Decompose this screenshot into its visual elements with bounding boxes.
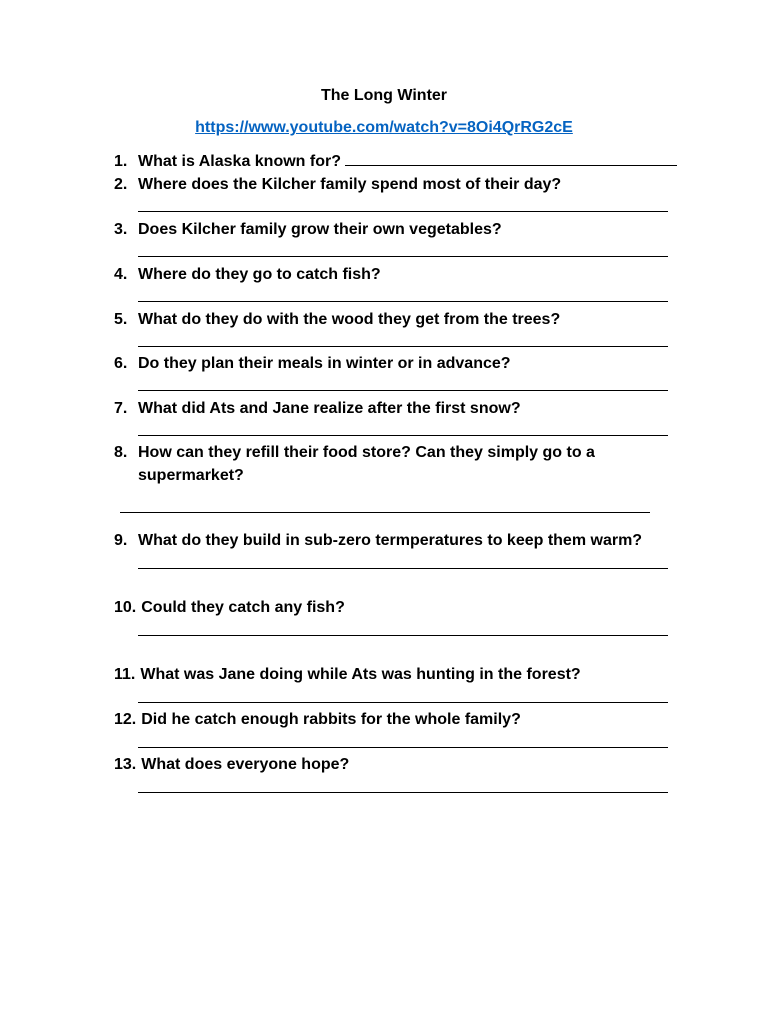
question-text: What did Ats and Jane realize after the first snow? xyxy=(138,400,521,417)
question-7 xyxy=(114,397,521,420)
question-10 xyxy=(114,596,345,619)
question-text: Where does the Kilcher family spend most of their day? xyxy=(138,176,562,193)
question-text: What do they build in sub-zero termperatures to keep them warm? xyxy=(138,532,643,549)
question-4 xyxy=(114,263,381,286)
question-number: 7. xyxy=(114,400,128,417)
question-text: Do they plan their meals in winter or in advance? xyxy=(138,355,511,372)
answer-line-10[interactable] xyxy=(138,635,668,636)
question-12 xyxy=(114,708,521,731)
question-5 xyxy=(114,308,560,331)
question-text: What does everyone hope? xyxy=(141,756,350,773)
question-number: 1. xyxy=(114,153,128,170)
question-text: Where do they go to catch fish? xyxy=(138,266,381,283)
answer-line-8[interactable] xyxy=(120,512,650,513)
question-number: 5. xyxy=(114,311,128,328)
question-6 xyxy=(114,352,511,375)
answer-line-13[interactable] xyxy=(138,792,668,793)
question-number: 2. xyxy=(114,176,128,193)
question-number: 4. xyxy=(114,266,128,283)
question-number: 11. xyxy=(114,666,136,683)
question-8-continued: supermarket? xyxy=(138,467,244,484)
question-text: Did he catch enough rabbits for the whole family? xyxy=(141,711,521,728)
question-number: 6. xyxy=(114,355,128,372)
document-title: The Long Winter xyxy=(320,87,448,104)
answer-line-3[interactable] xyxy=(138,256,668,257)
question-9 xyxy=(114,529,642,552)
answer-line-1[interactable] xyxy=(345,151,677,166)
question-3 xyxy=(114,218,502,241)
question-text: How can they refill their food store? Can they simply go to a xyxy=(138,444,595,461)
answer-line-9[interactable] xyxy=(138,568,668,569)
question-number: 8. xyxy=(114,444,128,461)
answer-line-6[interactable] xyxy=(138,390,668,391)
question-1 xyxy=(114,150,677,173)
question-text: What is Alaska known for? xyxy=(138,153,341,170)
question-number: 13. xyxy=(114,756,137,773)
question-2 xyxy=(114,173,561,196)
question-text: Does Kilcher family grow their own vegetables? xyxy=(138,221,502,238)
question-number: 3. xyxy=(114,221,128,238)
question-8 xyxy=(114,441,595,464)
question-text: What do they do with the wood they get from the trees? xyxy=(138,311,561,328)
question-11 xyxy=(114,663,581,686)
answer-line-12[interactable] xyxy=(138,747,668,748)
question-text: What was Jane doing while Ats was hunting in the forest? xyxy=(140,666,581,683)
question-number: 12. xyxy=(114,711,137,728)
answer-line-11[interactable] xyxy=(138,702,668,703)
question-number: 9. xyxy=(114,532,128,549)
question-text: Could they catch any fish? xyxy=(141,599,345,616)
question-number: 10. xyxy=(114,599,137,616)
answer-line-5[interactable] xyxy=(138,346,668,347)
answer-line-4[interactable] xyxy=(138,301,668,302)
answer-line-7[interactable] xyxy=(138,435,668,436)
answer-line-2[interactable] xyxy=(138,211,668,212)
question-13 xyxy=(114,753,349,776)
video-link[interactable]: https://www.youtube.com/watch?v=8Oi4QrRG2cE xyxy=(195,119,573,136)
